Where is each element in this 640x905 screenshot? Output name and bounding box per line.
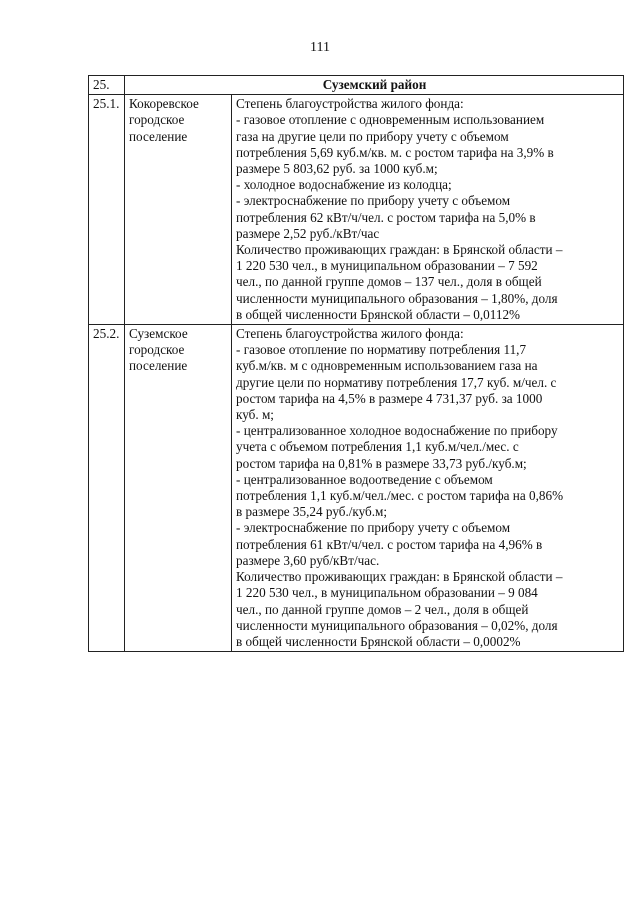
description-line: - холодное водоснабжение из колодца; — [236, 177, 452, 193]
description-line: - газовое отопление с одновременным использованием — [236, 112, 545, 128]
description-line: Количество проживающих граждан: в Брянской области – — [236, 569, 563, 585]
description-line: потребления 1,1 куб.м/чел./мес. с ростом тарифа на 0,86% — [236, 488, 564, 504]
table-row — [89, 325, 624, 652]
description-line: в размере 35,24 руб./куб.м; — [236, 504, 388, 520]
settlement-name-line: поселение — [129, 128, 188, 144]
district-header-row — [89, 76, 624, 95]
settlements-table — [88, 75, 624, 652]
description-line: чел., по данной группе домов – 2 чел., доля в общей — [236, 601, 529, 617]
settlement-name — [125, 325, 232, 652]
description-line: Степень благоустройства жилого фонда: — [236, 96, 464, 112]
description-line: - электроснабжение по прибору учету с объемом — [236, 520, 511, 536]
description-line: чел., по данной группе домов – 137 чел., доля в общей — [236, 274, 542, 290]
table-row — [89, 95, 624, 325]
description-line: размере 3,60 руб/кВт/час. — [236, 552, 380, 568]
settlement-name-line: городское — [129, 342, 185, 358]
settlement-name-line: Суземское — [129, 326, 188, 342]
description-line: ростом тарифа на 0,81% в размере 33,73 руб./куб.м; — [236, 455, 527, 471]
description-line: - централизованное водоотведение с объемом — [236, 471, 493, 487]
description-line: куб.м/кв. м с одновременным использованием газа на — [236, 358, 538, 374]
description-line: ростом тарифа на 4,5% в размере 4 731,37 руб. за 1000 — [236, 390, 543, 406]
description-line: учета с объемом потребления 1,1 куб.м/чел./мес. с — [236, 439, 519, 455]
description-line: в общей численности Брянской области – 0,0002% — [236, 633, 521, 649]
settlement-description — [232, 325, 624, 652]
description-line: другие цели по нормативу потребления 17,7 куб. м/чел. с — [236, 374, 557, 390]
settlement-description — [232, 95, 624, 325]
description-line: - электроснабжение по прибору учету с объемом — [236, 193, 511, 209]
row-number: 25.1. — [89, 95, 125, 325]
description-line: 1 220 530 чел., в муниципальном образовании – 9 084 — [236, 585, 538, 601]
district-title: Суземский район — [125, 76, 624, 95]
description-line: - газовое отопление по нормативу потребления 11,7 — [236, 342, 527, 358]
page-number: 111 — [310, 40, 330, 55]
description-line: потребления 62 кВт/ч/чел. с ростом тарифа на 5,0% в — [236, 209, 536, 225]
description-line: куб. м; — [236, 407, 274, 423]
description-line: размере 5 803,62 руб. за 1000 куб.м; — [236, 161, 438, 177]
description-line: численности муниципального образования – 0,02%, доля — [236, 617, 558, 633]
description-line: численности муниципального образования – 1,80%, доля — [236, 290, 558, 306]
description-line: 1 220 530 чел., в муниципальном образовании – 7 592 — [236, 258, 538, 274]
description-line: газа на другие цели по прибору учету с объемом — [236, 128, 509, 144]
settlement-name-line: городское — [129, 112, 185, 128]
description-line: Количество проживающих граждан: в Брянской области – — [236, 242, 563, 258]
description-line: в общей численности Брянской области – 0,0112% — [236, 306, 521, 322]
description-line: потребления 61 кВт/ч/чел. с ростом тарифа на 4,96% в — [236, 536, 543, 552]
description-line: потребления 5,69 куб.м/кв. м. с ростом тарифа на 3,9% в — [236, 144, 554, 160]
description-line: - централизованное холодное водоснабжение по прибору — [236, 423, 558, 439]
settlement-name-line: поселение — [129, 358, 188, 374]
district-number: 25. — [89, 76, 125, 95]
row-number: 25.2. — [89, 325, 125, 652]
settlement-name-line: Кокоревское — [129, 96, 199, 112]
description-line: Степень благоустройства жилого фонда: — [236, 326, 464, 342]
description-line: размере 2,52 руб./кВт/час — [236, 225, 380, 241]
settlement-name — [125, 95, 232, 325]
